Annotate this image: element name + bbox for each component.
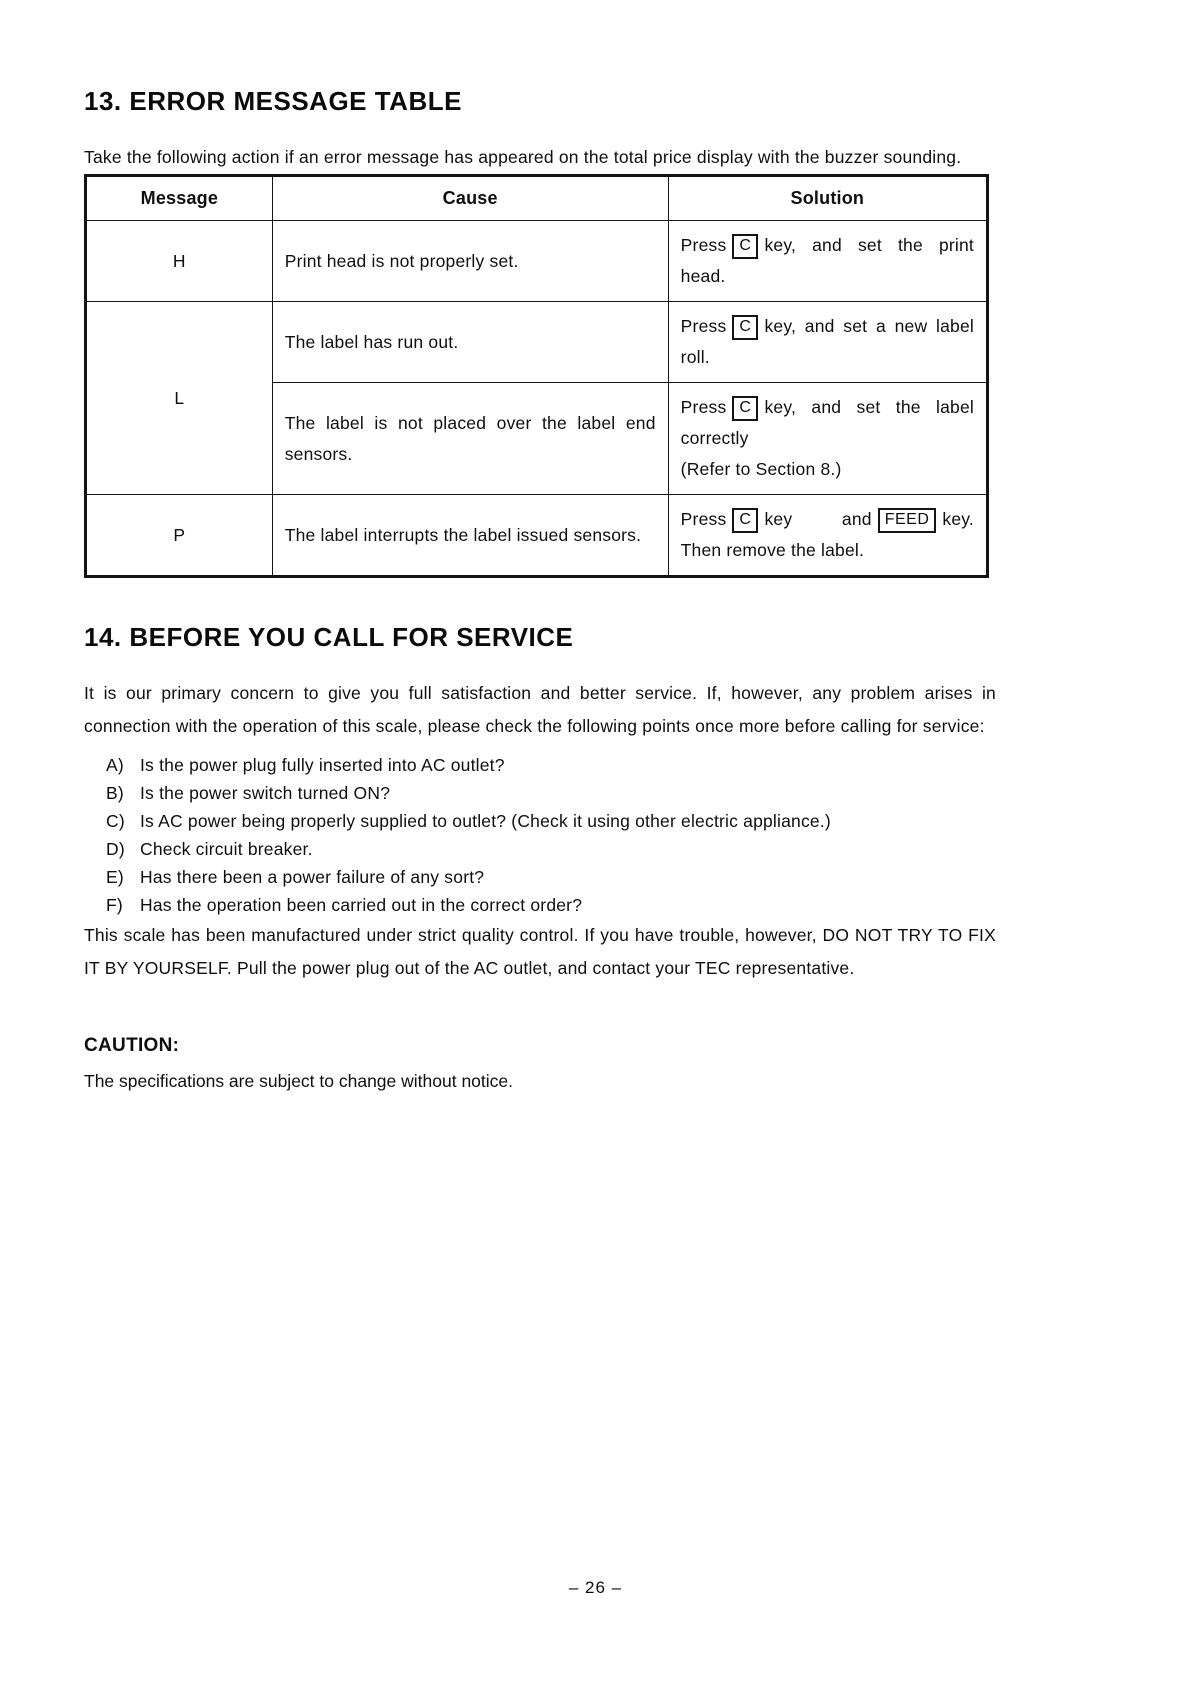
c-key: C xyxy=(732,508,758,533)
cause-cell-p: The label interrupts the label issued sensors. xyxy=(272,495,668,577)
item-text: Is AC power being properly supplied to outlet? (Check it using other electric appliance.) xyxy=(140,811,831,831)
item-text: Has there been a power failure of any sort? xyxy=(140,867,485,887)
item-text: Is the power plug fully inserted into AC outlet? xyxy=(140,755,505,775)
section-13-intro: Take the following action if an error message has appeared on the total price display with the buzzer sounding. xyxy=(84,147,962,167)
checklist-item-a xyxy=(106,751,996,779)
item-letter: E) xyxy=(106,867,124,887)
caution-block xyxy=(84,1035,996,1095)
item-letter: D) xyxy=(106,839,125,859)
solution-cell-p xyxy=(668,495,987,577)
caution-heading: CAUTION: xyxy=(84,1035,180,1056)
solution-text: key, and set a new label roll. xyxy=(680,316,974,367)
error-message-table xyxy=(84,174,989,578)
item-text: Is the power switch turned ON? xyxy=(140,783,391,803)
section-13-heading: 13. ERROR MESSAGE TABLE xyxy=(84,86,462,116)
feed-key: FEED xyxy=(878,508,937,533)
table-header-solution: Solution xyxy=(668,176,987,221)
service-checklist xyxy=(84,751,996,919)
c-key: C xyxy=(732,315,758,340)
checklist-item-c xyxy=(106,807,996,835)
message-cell-l: L xyxy=(86,302,273,495)
checklist-item-e xyxy=(106,863,996,891)
cause-cell-h: Print head is not properly set. xyxy=(272,221,668,302)
solution-text: Press xyxy=(680,397,727,417)
table-row-p xyxy=(86,495,988,577)
section-14-heading: 14. BEFORE YOU CALL FOR SERVICE xyxy=(84,622,574,652)
table-header-row xyxy=(86,176,988,221)
solution-text: Press xyxy=(680,235,727,255)
table-row-h xyxy=(86,221,988,302)
page-number: – 26 – xyxy=(568,1578,623,1597)
solution-text: key, and set the print head. xyxy=(680,235,974,286)
table-header-message: Message xyxy=(86,176,273,221)
message-cell-h: H xyxy=(86,221,273,302)
c-key: C xyxy=(732,234,758,259)
c-key: C xyxy=(732,396,758,421)
solution-text: key. Then remove the label. xyxy=(680,509,974,560)
solution-cell-h xyxy=(668,221,987,302)
item-letter: B) xyxy=(106,783,124,803)
caution-text: The specifications are subject to change without notice. xyxy=(84,1071,513,1091)
table-header-cause: Cause xyxy=(272,176,668,221)
message-cell-p: P xyxy=(86,495,273,577)
item-text: Check circuit breaker. xyxy=(140,839,313,859)
cause-cell-l1: The label has run out. xyxy=(272,302,668,383)
page-content xyxy=(84,0,996,1095)
solution-cell-l2 xyxy=(668,383,987,495)
solution-note: (Refer to Section 8.) xyxy=(680,459,842,479)
solution-text: Press xyxy=(680,509,727,529)
item-text: Has the operation been carried out in the correct order? xyxy=(140,895,583,915)
checklist-item-d xyxy=(106,835,996,863)
item-letter: C) xyxy=(106,811,125,831)
section-14-intro: It is our primary concern to give you full satisfaction and better service. If, however, any problem arises in connection with the operation of this scale, please check the following points once more before calling for service: xyxy=(84,683,996,736)
item-letter: F) xyxy=(106,895,123,915)
checklist-item-b xyxy=(106,779,996,807)
cause-cell-l2: The label is not placed over the label end sensors. xyxy=(272,383,668,495)
solution-text: Press xyxy=(680,316,727,336)
checklist-item-f xyxy=(106,891,996,919)
solution-text: key, and set the label correctly xyxy=(680,397,974,448)
solution-line xyxy=(681,392,974,454)
item-letter: A) xyxy=(106,755,124,775)
solution-cell-l1 xyxy=(668,302,987,383)
table-row-l-runout xyxy=(86,302,988,383)
section-14-closing: This scale has been manufactured under strict quality control. If you have trouble, however, DO NOT TRY TO FIX IT BY YOURSELF. Pull the power plug out of the AC outlet, and contact your TEC representative. xyxy=(84,925,996,978)
solution-text: key and xyxy=(764,509,872,529)
